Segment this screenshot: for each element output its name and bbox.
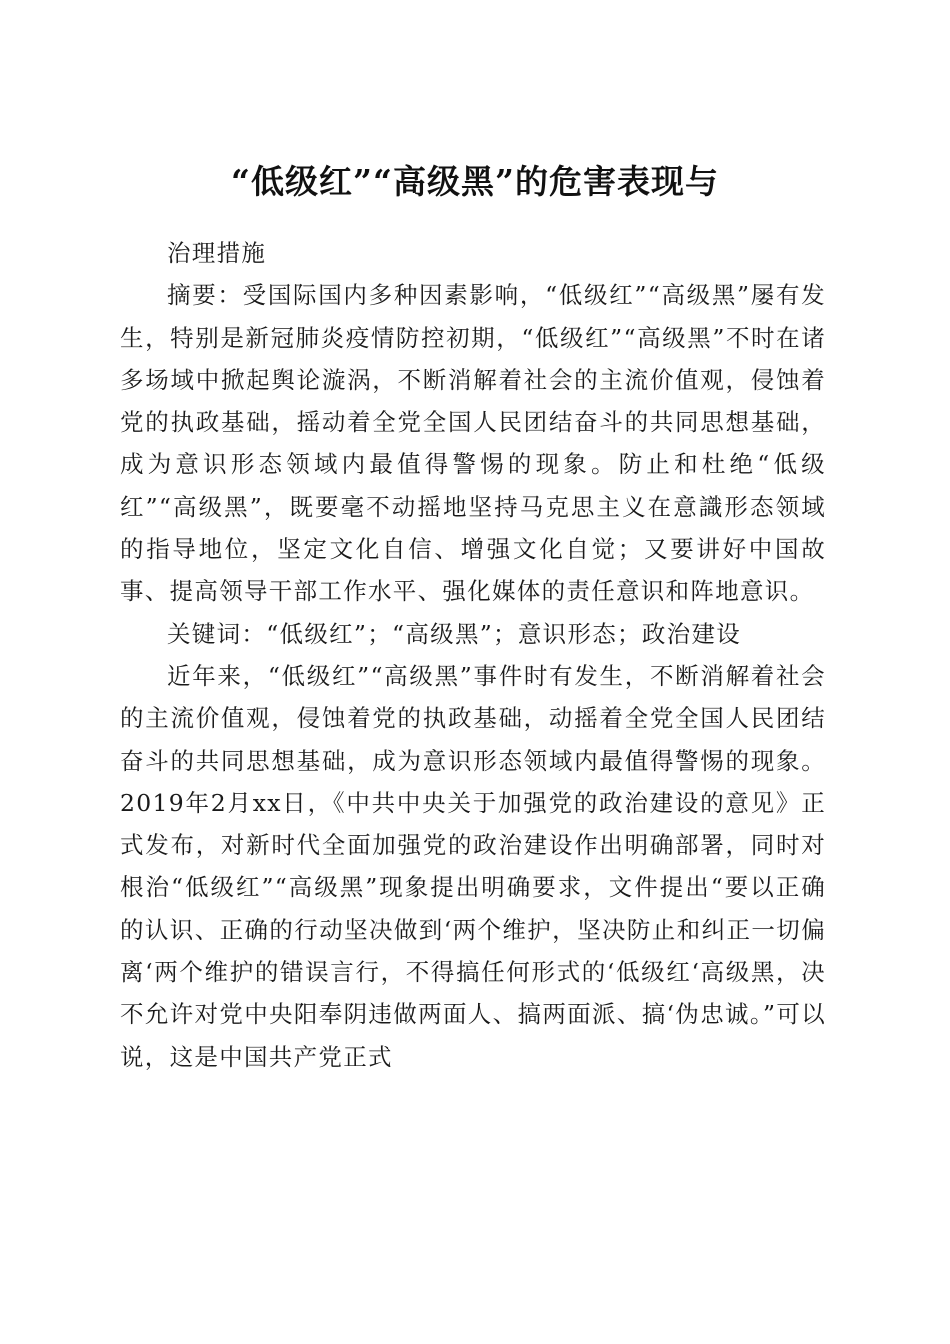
keywords-paragraph: 关键词：“低级红”；“高级黑”；意识形态；政治建设 [167,619,742,648]
body-paragraph: 近年来，“低级红”“高级黑”事件时有发生，不断消解着社会的主流价值观，侵蚀着党的执政基础，动摇着全党全国人民团结奋斗的共同思想基础，成为意识形态领域内最值得警惕的现象。2019年2月xx日，《中共中央关于加强党的政治建设的意见》正式发布，对新时代全面加强党的政治建设作出明确部署，同时对根治“低级红”“高级黑”现象提出明确要求，文件提出“要以正确的认识、正确的行动坚决做到‘两个维护，坚决防止和纠正一切偏离‘两个维护的错误言行，不得搞任何形式的‘低级红‘高级黑，决不允许对党中央阳奉阴违做两面人、搞两面派、搞‘伪忠诚。”可以说，这是中国共产党正式 [120,661,826,1071]
abstract-paragraph: 摘要：受国际国内多种因素影响，“低级红”“高级黑”屡有发生，特别是新冠肺炎疫情防控初期，“低级红”“高级黑”不时在诸多场域中掀起舆论漩涡，不断消解着社会的主流价值观，侵蚀着党的执政基础，摇动着全党全国人民团结奋斗的共同思想基础，成为意识形态领域内最值得警惕的现象。防止和杜绝“低级红”“高级黑”，既要毫不动摇地坚持马克思主义在意識形态领域的指导地位，坚定文化自信、增强文化自觉；又要讲好中国故事、提高领导干部工作水平、强化媒体的责任意识和阵地意识。 [120,281,826,606]
document-title: “低级红”“高级黑”的危害表现与 [231,162,719,202]
subtitle-paragraph: 治理措施 [167,239,267,267]
document-body [120,232,826,1078]
